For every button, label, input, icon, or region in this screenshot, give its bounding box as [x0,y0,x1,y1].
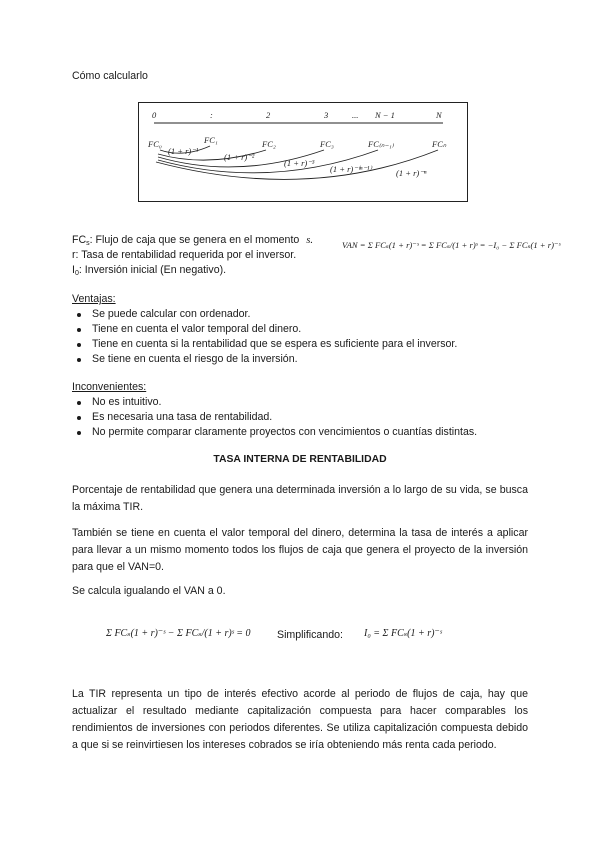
list-item: No es intuitivo. [72,395,477,410]
fc-text: : Flujo de caja que se genera en el momento [89,234,300,246]
definition-i0 [72,264,226,276]
period-label: 3 [324,110,329,120]
definition-fc [72,234,313,246]
tir-equation-right: I₀ = Σ FCₛ(1 + r)⁻ˢ [364,628,442,639]
inconvenientes-title: Inconvenientes: [72,381,147,393]
van-formula: VAN = Σ FCₛ(1 + r)⁻ˢ = Σ FCₛ/(1 + r)ˢ = −I₀ − Σ FCₛ(1 + r)⁻ˢ [342,240,561,250]
period-label: 0 [152,110,157,120]
discount-label: (1 + r)⁻³ [284,158,315,168]
list-item: Es necesaria una tasa de rentabilidad. [72,410,477,425]
tir-paragraph-2: También se tiene en cuenta el valor temporal del dinero, determina la tasa de interés a aplicar para llevar a un mismo momento todos los flujos de caja que genera el proyecto de la inversión para que el VAN=0. [72,527,528,573]
i-text: : Inversión inicial (En negativo). [78,264,227,276]
tir-heading: TASA INTERNA DE RENTABILIDAD [213,454,387,465]
flow-label: FC₀ [148,139,162,149]
list-item: Tiene en cuenta si la rentabilidad que se espera es suficiente para el inversor. [72,337,457,352]
i-symbol: I [72,264,75,276]
discount-label: (1 + r)⁻² [224,152,255,162]
period-label: N − 1 [375,110,395,120]
cash-flow-timeline-diagram [138,102,468,202]
i-subscript: 0 [74,270,79,277]
flow-label: FC₁ [204,135,218,145]
flow-label: FCₙ [432,139,447,149]
inconvenientes-list [72,395,477,440]
list-item: No permite comparar claramente proyectos con vencimientos o cuantías distintas. [72,425,477,440]
fc-symbol: FC [72,234,87,246]
discount-label: (1 + r)⁻⁽ⁿ⁻¹⁾ [330,164,372,174]
flow-label: FC₃ [320,139,334,149]
definition-r: r: Tasa de rentabilidad requerida por el inversor. [72,249,297,261]
tir-paragraph-3: Se calcula igualando el VAN a 0. [72,585,226,597]
tir-equation-left: Σ FCₛ(1 + r)⁻ˢ − Σ FCₛ/(1 + r)ˢ = 0 [106,628,251,639]
ventajas-title: Ventajas: [72,293,116,305]
tir-paragraph-1: Porcentaje de rentabilidad que genera una determinada inversión a lo largo de su vida, se busca la máxima TIR. [72,484,528,513]
period-label: : [210,110,213,120]
period-label: N [436,110,442,120]
list-item: Se tiene en cuenta el riesgo de la inversión. [72,352,457,367]
fc-trailing: s. [306,235,314,246]
ventajas-list [72,307,457,367]
fc-subscript: s [86,240,90,247]
flow-label: FC₍ₙ₋₁₎ [368,139,394,149]
list-item: Se puede calcular con ordenador. [72,307,457,322]
simplificando-label: Simplificando: [277,629,343,641]
section-title: Cómo calcularlo [72,70,148,82]
discount-label: (1 + r)⁻ⁿ [396,168,427,178]
list-item: Tiene en cuenta el valor temporal del dinero. [72,322,457,337]
discount-label: (1 + r)⁻¹ [168,146,199,156]
flow-label: FC₂ [262,139,276,149]
period-label: 2 [266,110,271,120]
tir-paragraph-4: La TIR representa un tipo de interés efectivo acorde al periodo de flujos de caja, hay que actualizar el resultado mediante capitalización compuesta para hacer comparables los rendimientos de inversiones con periodos diferentes. Se utiliza capitalización compuesta debido a que si se reinvirtiesen los intereses cobrados se iría obteniendo más renta cada periodo. [72,688,528,751]
period-label: ... [352,110,359,120]
